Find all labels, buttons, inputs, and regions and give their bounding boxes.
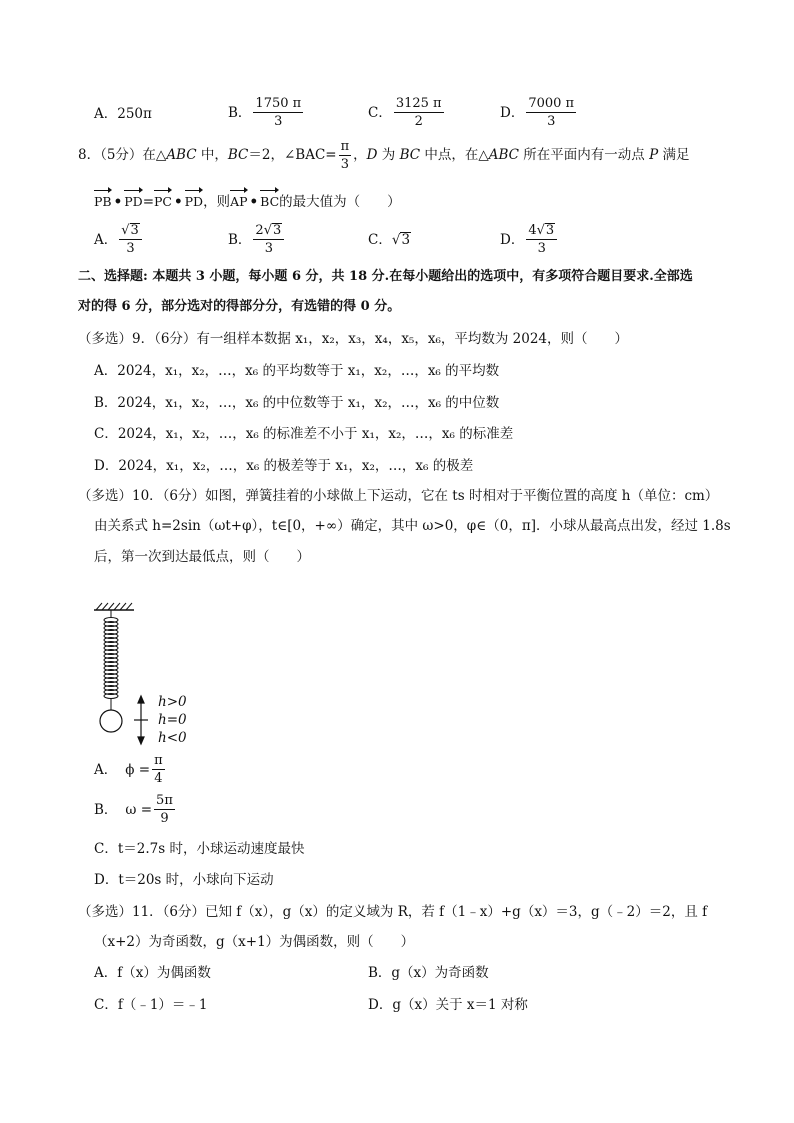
q8-option-d-numerator: 4√3 (526, 223, 557, 240)
q7-option-d-denominator: 3 (547, 114, 556, 129)
q7-option-c (368, 96, 446, 129)
q9-option-c: C．2024，x₁，x₂，…，x₆ 的标准差不小于 x₁，x₂，…，x₆ 的标准差 (94, 426, 514, 442)
q10-option-a-label: A． (94, 761, 118, 778)
q8-vector-ap: AP (230, 188, 247, 212)
q10-stem-line1: （多选）10．（6分）如图，弹簧挂着的小球做上下运动，它在 ts 时相对于平衡位置的高度 h（单位：cm） (78, 488, 719, 504)
q10-option-a-fraction (152, 753, 165, 786)
q8-angle-denominator: 3 (340, 157, 349, 172)
q11-stem-line2: （x+2）为奇函数，g（x+1）为偶函数，则（ ） (94, 934, 415, 950)
q10-option-b-numerator: 5π (156, 793, 173, 808)
q10-option-b (94, 793, 177, 826)
q7-option-a-label: A． (94, 106, 118, 122)
q10-option-a-variable: ϕ = (125, 761, 151, 778)
q7-option-d (500, 96, 578, 129)
q8-triangle-name-1: ABC (166, 147, 197, 163)
q8-option-a-fraction (119, 223, 142, 256)
q7-option-b-label: B． (228, 104, 252, 121)
q7-option-a-value: 250π (117, 106, 152, 122)
spring-coil (104, 610, 118, 710)
q7-option-c-label: C． (368, 104, 392, 121)
q9-stem: （多选）9．（6分）有一组样本数据 x₁，x₂，x₃，x₄，x₅，x₆，平均数为 2024，则（ ） (78, 331, 629, 347)
q8-point-p: P (649, 147, 659, 163)
q7-option-b-fraction (253, 96, 303, 129)
q10-option-a (94, 753, 167, 786)
q8-option-d-radicand: 3 (545, 223, 555, 238)
q8-stem-text-1: 中， (196, 147, 228, 163)
q10-option-b-variable: ω = (125, 801, 153, 818)
q7-option-d-label: D． (500, 104, 525, 121)
q7-option-b (228, 96, 305, 129)
q8-stem-text-5: 中点，在△ (420, 147, 489, 163)
q8-option-b-label: B． (228, 231, 252, 248)
q8-stem-text-4: 为 (377, 147, 400, 163)
q11-option-a: A．f（x）为偶函数 (94, 965, 211, 981)
section2-header-line2: 对的得 6 分，部分选对的得部分分，有选错的得 0 分。 (78, 299, 401, 314)
q8-vector-pd-2: PD (185, 188, 203, 212)
q8-triangle-name-2: ABC (488, 147, 520, 163)
figure-label-h-zero: h=0 (158, 712, 187, 728)
figure-label-h-negative: h<0 (158, 730, 187, 746)
q7-option-c-denominator: 2 (414, 114, 423, 129)
q8-option-d-coefficient: 4 (528, 223, 537, 238)
q8-dot-3: • (249, 194, 259, 210)
q7-option-b-numerator: 1750 π (255, 96, 302, 111)
q7-option-d-fraction (526, 96, 576, 129)
q8-option-b-radicand: 3 (273, 223, 282, 238)
q8-vector-pd: PD (124, 188, 142, 212)
q8-option-d-denominator: 3 (537, 241, 546, 256)
q7-option-a (94, 104, 152, 124)
q8-option-b (228, 223, 286, 256)
q10-option-b-label: B． (94, 801, 118, 818)
q11-option-b: B．g（x）为奇函数 (368, 965, 489, 981)
q7-option-d-numerator: 7000 π (528, 96, 575, 111)
q8-stem-prefix: 8．（5分）在△ (78, 147, 167, 163)
q8-angle-numerator: π (340, 139, 350, 154)
q10-option-b-denominator: 9 (160, 811, 169, 826)
q8-option-d-fraction (526, 223, 557, 256)
q11-option-c: C．f（﹣1）＝﹣1 (94, 997, 208, 1013)
q8-option-a-radicand: 3 (130, 223, 139, 238)
q8-stem-text-3: ， (353, 147, 367, 163)
q7-option-c-fraction (394, 96, 444, 129)
q8-option-a-label: A． (94, 231, 118, 248)
q8-option-a-numerator: √3 (119, 223, 142, 240)
section2-header-line1: 二、选择题: 本题共 3 小题，每小题 6 分，共 18 分.在每小题给出的选项中，有多项符合题目要求.全部选 (78, 269, 693, 284)
q8-vector-pb: PB (94, 188, 112, 212)
q11-stem-line1: （多选）11．（6分）已知 f（x），g（x）的定义域为 R，若 f（1﹣x）+g（x）＝3，g（﹣2）＝2，且 f (78, 904, 708, 920)
q9-option-a: A．2024，x₁，x₂，…，x₆ 的平均数等于 x₁，x₂，…，x₆ 的平均数 (94, 363, 500, 379)
q8-stem-line2 (94, 188, 401, 212)
q8-dot-2: • (173, 194, 183, 210)
q11-option-d: D．g（x）关于 x＝1 对称 (368, 997, 528, 1013)
q8-side-bc-1: BC (227, 147, 249, 163)
q8-stem-text-7: 满足 (658, 147, 690, 163)
q10-stem-line3: 后，第一次到达最低点，则（ ） (94, 549, 310, 565)
q8-line2-tail: ，则 (203, 194, 231, 210)
q8-option-d (500, 223, 559, 256)
q8-point-d: D (366, 147, 378, 163)
figure-label-h-positive: h>0 (158, 694, 187, 710)
q10-stem-line2: 由关系式 h=2sin（ωt+φ），t∈[0，+∞）确定，其中 ω>0，φ∈（0，π]．小球从最高点出发，经过 1.8s (94, 518, 731, 534)
q8-option-c-radicand: 3 (401, 232, 411, 248)
q8-equals: = (142, 194, 154, 210)
q9-option-b: B．2024，x₁，x₂，…，x₆ 的中位数等于 x₁，x₂，…，x₆ 的中位数 (94, 395, 500, 411)
q8-option-c-label: C． (368, 232, 392, 248)
q8-option-b-numerator: 2√3 (253, 223, 284, 240)
q10-option-a-numerator: π (154, 753, 163, 768)
q8-stem-text-6: 所在平面内有一动点 (519, 147, 650, 163)
q10-option-c: C．t＝2.7s 时，小球运动速度最快 (94, 841, 305, 857)
q8-dot-1: • (113, 194, 123, 210)
q7-option-c-numerator: 3125 π (395, 96, 442, 111)
q8-option-b-coefficient: 2 (255, 223, 264, 238)
q9-option-d: D．2024，x₁，x₂，…，x₆ 的极差等于 x₁，x₂，…，x₆ 的极差 (94, 458, 474, 474)
q8-option-b-fraction (253, 223, 284, 256)
direction-arrow-icon (134, 696, 148, 744)
q8-option-a (94, 223, 144, 256)
q8-vector-bc: BC (260, 188, 279, 212)
q8-stem-line1 (78, 139, 690, 172)
ceiling-hatch (94, 603, 134, 610)
q8-option-d-label: D． (500, 231, 525, 248)
q10-option-a-denominator: 4 (154, 771, 163, 786)
q8-option-c (368, 230, 411, 250)
q8-vector-pc: PC (154, 188, 172, 212)
q8-stem-text-2: ＝2，∠BAC= (248, 147, 337, 163)
q10-option-b-fraction (154, 793, 175, 826)
q7-option-b-denominator: 3 (274, 114, 283, 129)
q8-option-c-root: √3 (391, 232, 411, 248)
q8-angle-fraction (339, 139, 352, 172)
q8-line2-end: 的最大值为（ ） (279, 194, 401, 210)
ball (100, 710, 122, 732)
q10-option-d: D．t＝20s 时，小球向下运动 (94, 872, 274, 888)
q8-side-bc-2: BC (399, 147, 421, 163)
q8-option-a-denominator: 3 (126, 241, 135, 256)
q8-option-b-denominator: 3 (264, 241, 273, 256)
